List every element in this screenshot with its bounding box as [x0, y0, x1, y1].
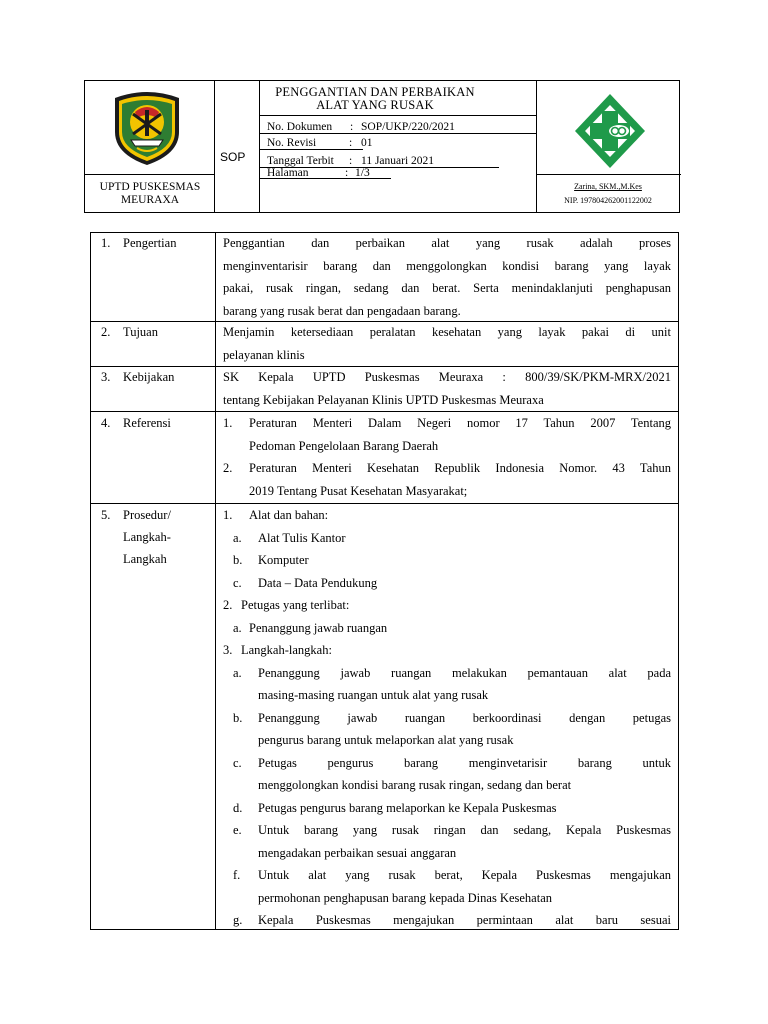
sop-label: SOP — [220, 150, 246, 164]
list-item — [223, 752, 671, 797]
paragraph-line: Menjamin ketersediaan peralatan kesehatan yang layak pakai di unit — [223, 325, 671, 339]
list-item-line: mengadakan perbaikan sesuai anggaran — [258, 845, 457, 860]
section-number: 5. — [101, 508, 111, 522]
list-marker: b. — [233, 553, 243, 567]
sop-content-table — [90, 232, 679, 930]
reference-item — [223, 412, 671, 457]
paragraph-line: pakai, rusak ringan, sedang dan berat. Serta menindaklanjuti penghapusan — [223, 281, 671, 295]
list-item-line: Pedoman Pengelolaan Barang Daerah — [249, 438, 439, 453]
section-label-pengertian — [101, 232, 176, 254]
procedure-group-heading — [223, 594, 671, 617]
section-number: 1. — [101, 236, 111, 250]
list-marker: d. — [233, 800, 243, 815]
section-label-kebijakan — [101, 366, 174, 388]
list-item — [223, 662, 671, 707]
list-item — [223, 909, 671, 930]
signatory-name: Zarina, SKM.,M.Kes — [574, 182, 642, 191]
section-label-tujuan — [101, 321, 158, 343]
header-divider — [259, 115, 536, 116]
meta-separator: : — [350, 121, 354, 133]
puskesmas-logo — [569, 91, 651, 171]
list-marker: g. — [233, 913, 243, 927]
reference-item — [223, 457, 671, 502]
section-label: Tujuan — [123, 325, 158, 339]
paragraph-line: barang yang rusak berat dan pengadaan barang. — [223, 303, 461, 318]
list-item — [223, 617, 671, 640]
list-item-line: masing-masing ruangan untuk alat yang rusak — [258, 688, 489, 702]
list-marker: a. — [233, 620, 242, 635]
list-marker: 2. — [223, 461, 233, 475]
section-number: 3. — [101, 370, 111, 384]
list-item-line: Komputer — [258, 553, 309, 567]
header-divider — [85, 174, 214, 175]
group-title: Langkah-langkah: — [241, 643, 332, 657]
list-marker: e. — [233, 823, 242, 837]
section-label-prosedur — [101, 504, 171, 570]
list-item-line: Penanggung jawab ruangan melakukan pemantauan alat pada — [258, 665, 671, 680]
list-item-line: Untuk barang yang rusak ringan dan sedang, Kepala Puskesmas — [258, 823, 671, 837]
organization-name — [85, 181, 215, 207]
list-item-line: Peraturan Menteri Kesehatan Republik Indonesia Nomor. 43 Tahun — [249, 461, 671, 475]
meta-value: 1/3 — [355, 167, 370, 179]
meta-label: No. Dokumen — [267, 121, 333, 133]
signatory-nip: NIP. 197804262001122002 — [564, 196, 652, 205]
label-line: Langkah — [123, 552, 167, 566]
list-marker: a. — [233, 665, 242, 680]
section-label: Pengertian — [123, 236, 177, 250]
procedure-group-heading — [223, 639, 671, 662]
list-item-line: 2019 Tentang Pusat Kesehatan Masyarakat; — [249, 483, 468, 498]
list-marker: 1. — [223, 416, 233, 430]
list-item-line: Alat Tulis Kantor — [258, 530, 346, 545]
title-line: PENGGANTIAN DAN PERBAIKAN — [275, 85, 475, 99]
list-item-line: menggolongkan kondisi barang rusak ringan, sedang dan berat — [258, 778, 572, 792]
list-item — [223, 797, 671, 820]
list-item-line: Peraturan Menteri Dalam Negeri nomor 17 Tahun 2007 Tentang — [249, 416, 671, 430]
list-item — [223, 707, 671, 752]
list-item-line: Untuk alat yang rusak berat, Kepala Puskesmas mengajukan — [258, 868, 671, 882]
label-line: Prosedur/ — [123, 508, 171, 522]
list-marker: 3. — [223, 643, 233, 657]
procedure-group-heading — [223, 504, 671, 527]
section-content-prosedur — [223, 504, 671, 930]
list-item-line: pengurus barang untuk melaporkan alat yang rusak — [258, 733, 514, 747]
list-item-line: Petugas pengurus barang melaporkan ke Kepala Puskesmas — [258, 800, 557, 815]
paragraph-line: menginventarisir barang dan menggolongkan kondisi barang yang layak — [223, 258, 671, 273]
meta-separator: : — [349, 137, 353, 149]
list-item-line: Petugas pengurus barang menginvetarisir barang untuk — [258, 755, 671, 770]
meta-underline — [259, 178, 391, 179]
meta-underline — [259, 149, 363, 150]
list-item-line: Data – Data Pendukung — [258, 575, 378, 590]
meta-separator: : — [345, 167, 349, 179]
paragraph-line: pelayanan klinis — [223, 347, 305, 362]
list-item-line: Kepala Puskesmas mengajukan permintaan alat baru sesuai — [258, 913, 671, 927]
meta-label: No. Revisi — [267, 137, 317, 149]
list-marker: c. — [233, 575, 242, 590]
list-marker: f. — [233, 868, 241, 882]
paragraph-line: Penggantian dan perbaikan alat yang rusak adalah proses — [223, 236, 671, 250]
section-content-referensi — [223, 412, 671, 502]
list-marker: c. — [233, 755, 242, 770]
column-divider — [215, 233, 216, 929]
list-marker: a. — [233, 530, 242, 545]
group-title: Alat dan bahan: — [249, 508, 329, 522]
section-label-referensi — [101, 412, 171, 434]
section-content-tujuan — [223, 321, 671, 366]
list-item — [223, 527, 671, 550]
meta-separator: : — [349, 155, 353, 167]
meta-underline — [259, 133, 536, 134]
paragraph-line: tentang Kebijakan Pelayanan Klinis UPTD Puskesmas Meuraxa — [223, 392, 544, 407]
section-content-pengertian — [223, 232, 671, 322]
list-marker: 2. — [223, 598, 233, 612]
list-item — [223, 819, 671, 864]
paragraph-line: SK Kepala UPTD Puskesmas Meuraxa : 800/39/SK/PKM-MRX/2021 — [223, 370, 671, 384]
meta-value: SOP/UKP/220/2021 — [361, 121, 455, 133]
meta-label: Tanggal Terbit — [267, 155, 334, 167]
sop-header-table — [84, 80, 680, 213]
document-title — [215, 86, 535, 112]
section-label: Kebijakan — [123, 370, 175, 384]
organization-line: MEURAXA — [120, 194, 180, 206]
list-item-line: Penanggung jawab ruangan berkoordinasi dengan petugas — [258, 710, 671, 725]
label-line: Langkah- — [123, 530, 171, 544]
header-divider — [536, 81, 537, 212]
title-line: ALAT YANG RUSAK — [316, 98, 434, 112]
list-item — [223, 864, 671, 909]
section-number: 2. — [101, 325, 111, 339]
header-divider — [536, 174, 681, 175]
list-item-line: permohonan penghapusan barang kepada Dinas Kesehatan — [258, 890, 552, 905]
section-content-kebijakan — [223, 366, 671, 411]
meta-label: Halaman — [267, 167, 309, 179]
meta-value: 01 — [361, 137, 373, 149]
list-marker: b. — [233, 710, 243, 725]
list-item — [223, 549, 671, 572]
section-label: Referensi — [123, 416, 171, 430]
section-number: 4. — [101, 416, 111, 430]
organization-line: UPTD PUSKESMAS — [99, 181, 201, 193]
group-title: Petugas yang terlibat: — [241, 598, 350, 612]
list-item-line: Penanggung jawab ruangan — [249, 620, 388, 635]
city-emblem-logo — [107, 88, 187, 166]
meta-value: 11 Januari 2021 — [361, 155, 435, 167]
section-label — [123, 504, 171, 570]
list-item — [223, 572, 671, 595]
list-marker: 1. — [223, 508, 233, 522]
